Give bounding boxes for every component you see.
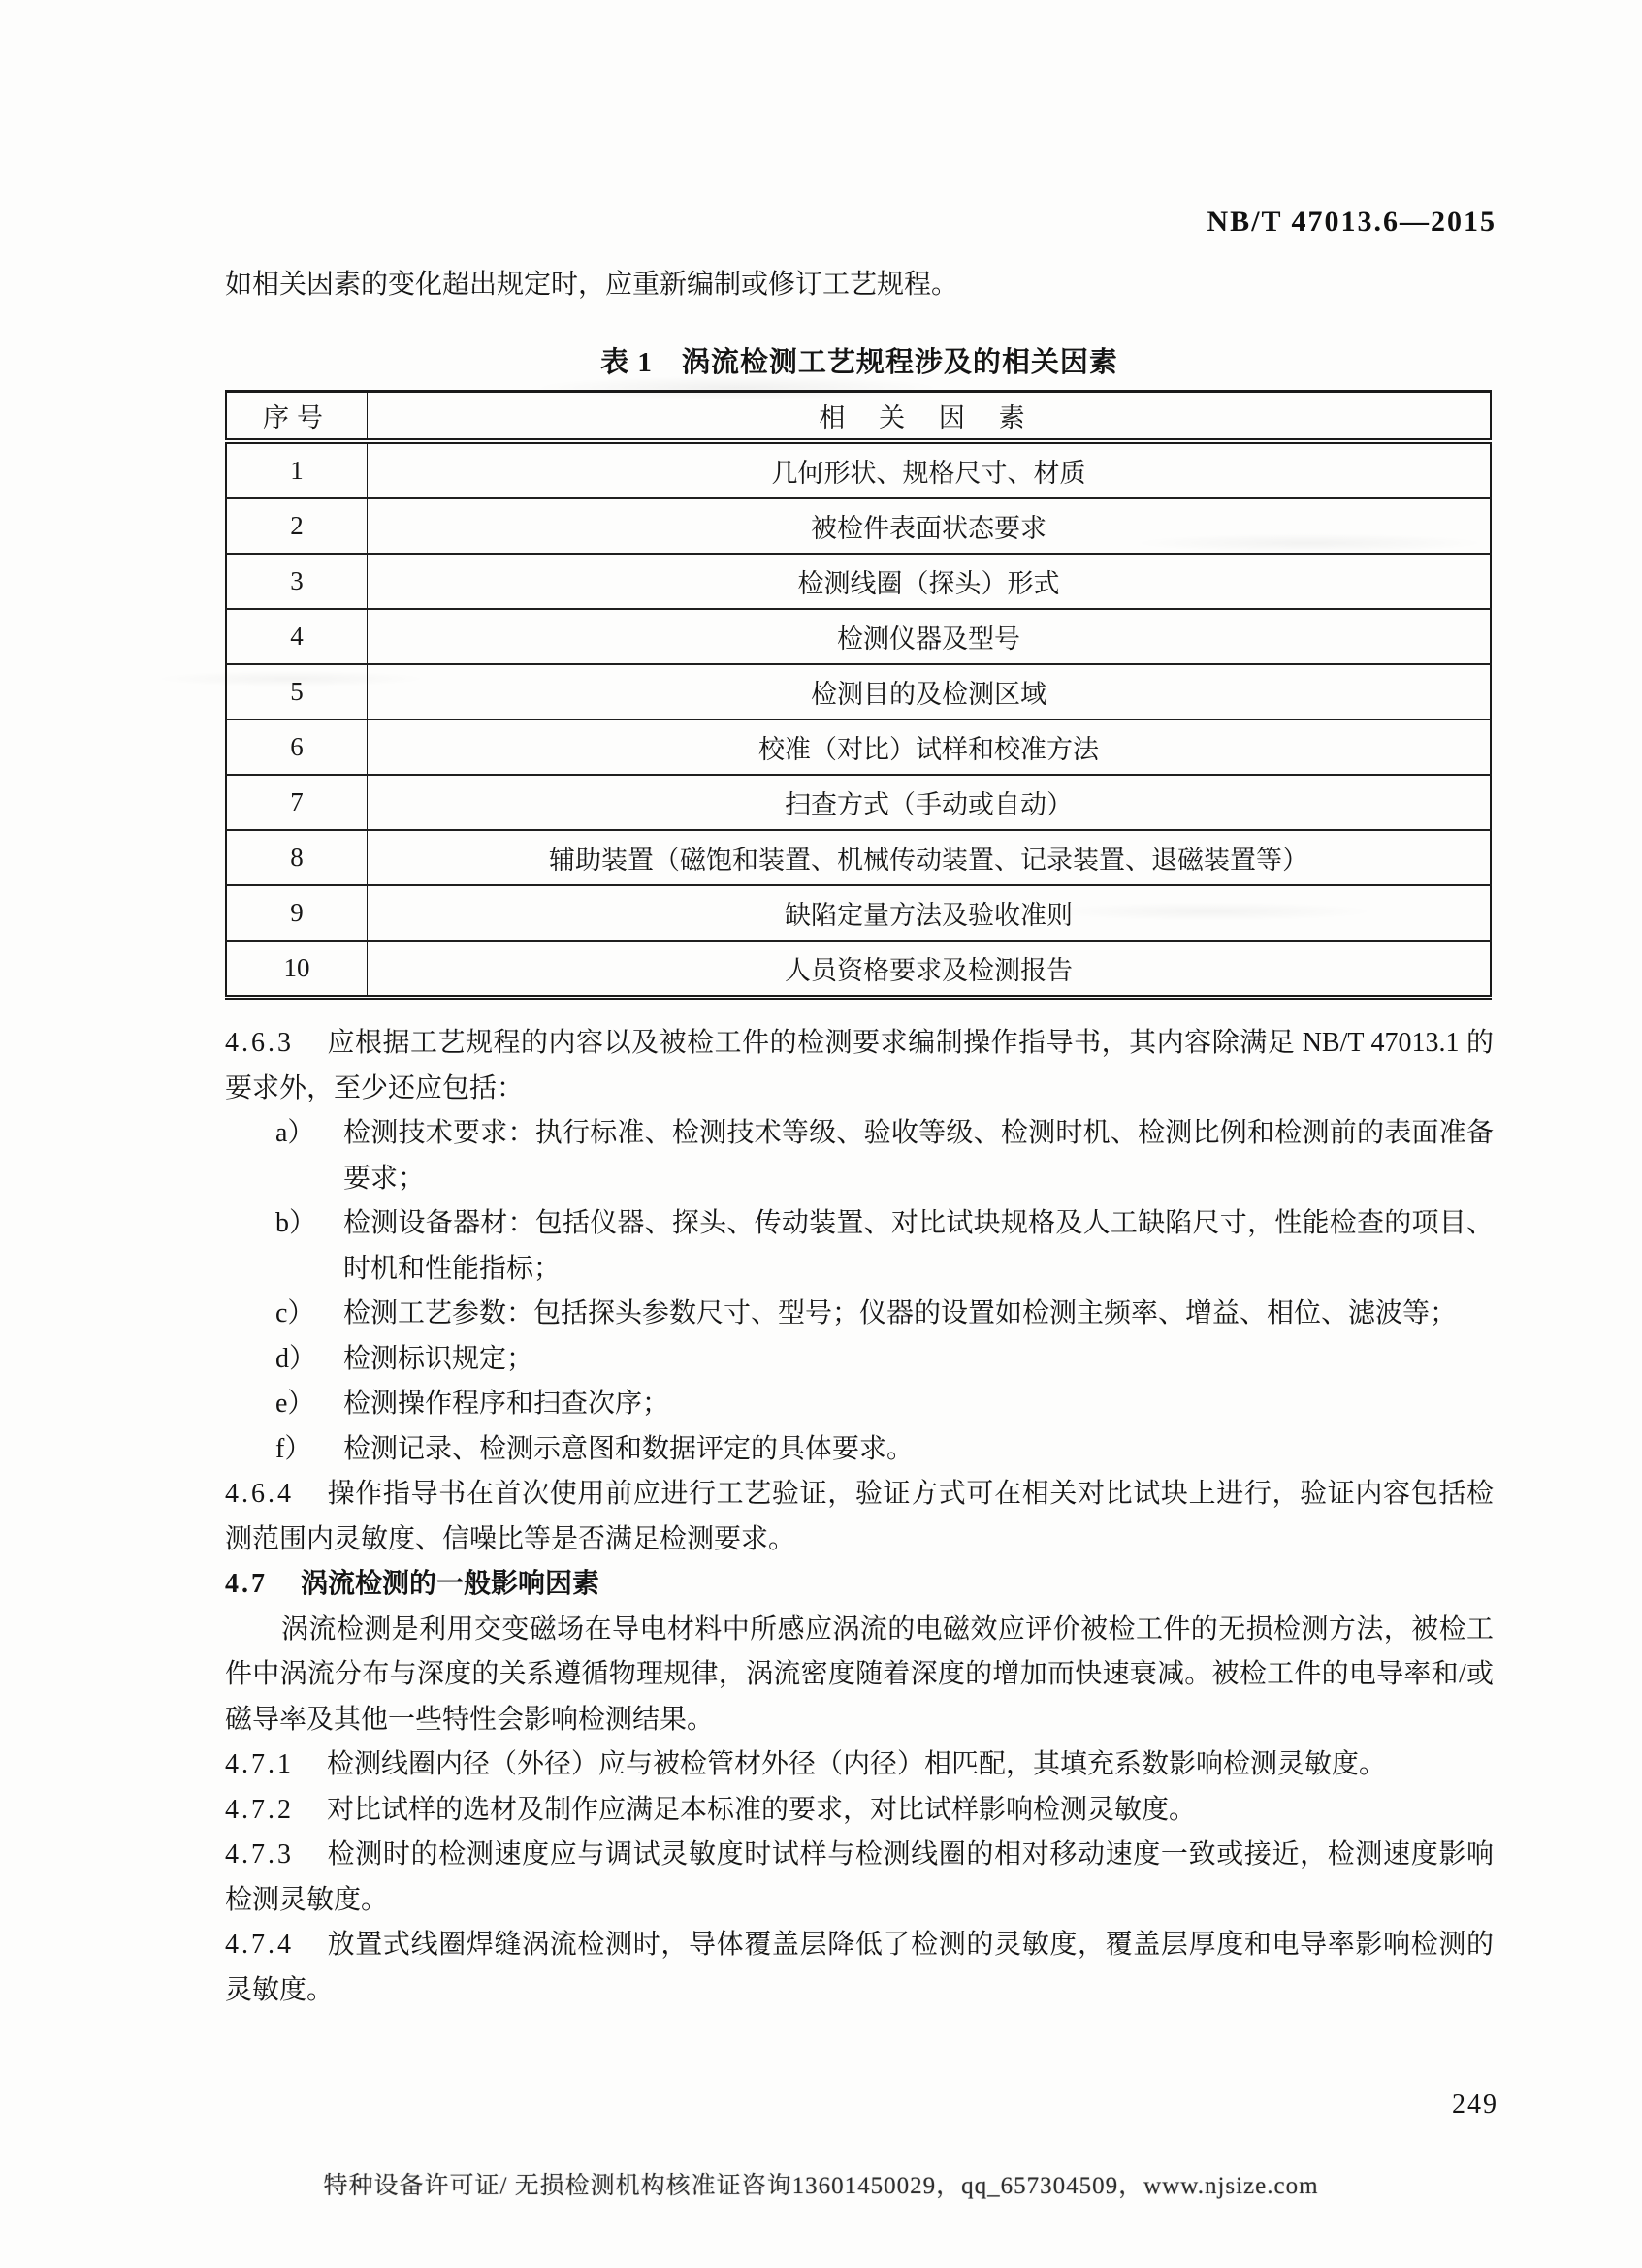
clause-4.7.3 bbox=[225, 1833, 1494, 1923]
factor-cell: 校准（对比）试样和校准方法 bbox=[368, 719, 1492, 775]
page-content bbox=[225, 262, 1494, 2013]
clause-text: 操作指导书在首次使用前应进行工艺验证，验证方式可在相关对比试块上进行，验证内容包括检测范围内灵敏度、信噪比等是否满足检测要求。 bbox=[225, 1479, 1494, 1554]
factor-cell: 人员资格要求及检测报告 bbox=[368, 941, 1492, 998]
list-item-e bbox=[225, 1382, 1494, 1427]
row-index-cell: 3 bbox=[226, 554, 368, 609]
clause-4.7.1 bbox=[225, 1742, 1494, 1788]
factor-cell: 检测线圈（探头）形式 bbox=[368, 554, 1492, 609]
list-item-text: 检测标识规定； bbox=[343, 1343, 534, 1374]
table-header bbox=[226, 392, 1491, 442]
table-header-row bbox=[226, 392, 1491, 442]
factor-cell: 检测仪器及型号 bbox=[368, 609, 1492, 664]
factors-table bbox=[225, 390, 1492, 1000]
table-row bbox=[226, 498, 1491, 554]
clause-4.6.4 bbox=[225, 1472, 1494, 1562]
clause-number: 4.7.3 bbox=[225, 1839, 294, 1869]
clause-text: 放置式线圈焊缝涡流检测时，导体覆盖层降低了检测的灵敏度，覆盖层厚度和电导率影响检测的灵敏度。 bbox=[225, 1930, 1494, 2005]
table-row bbox=[226, 885, 1491, 941]
doc-number: NB/T 47013.6—2015 bbox=[1207, 206, 1497, 238]
body-paragraph bbox=[225, 1608, 1494, 1743]
table-body bbox=[226, 441, 1491, 998]
list-marker: d） bbox=[275, 1343, 317, 1374]
heading-4.7 bbox=[225, 1562, 1494, 1608]
clause-text: 应根据工艺规程的内容以及被检工件的检测要求编制操作指导书，其内容除满足 NB/T 47013.1 的要求外，至少还应包括： bbox=[225, 1028, 1494, 1103]
clauses-section bbox=[225, 1021, 1494, 2013]
row-index-cell: 7 bbox=[226, 775, 368, 830]
table-row bbox=[226, 830, 1491, 885]
list-item-text: 检测技术要求：执行标准、检测技术等级、验收等级、检测时机、检测比例和检测前的表面准备要求； bbox=[343, 1118, 1494, 1194]
factor-cell: 检测目的及检测区域 bbox=[368, 664, 1492, 719]
clause-4.7.4 bbox=[225, 1923, 1494, 2013]
clause-number: 4.7.2 bbox=[225, 1794, 294, 1825]
clause-number: 4.7 bbox=[225, 1569, 268, 1599]
factor-cell: 辅助装置（磁饱和装置、机械传动装置、记录装置、退磁装置等） bbox=[368, 830, 1492, 885]
clause-text: 对比试样的选材及制作应满足本标准的要求，对比试样影响检测灵敏度。 bbox=[327, 1794, 1197, 1825]
table-row bbox=[226, 941, 1491, 998]
row-index-cell: 2 bbox=[226, 498, 368, 554]
clause-number: 4.6.3 bbox=[225, 1028, 294, 1058]
table-row bbox=[226, 775, 1491, 830]
table-row bbox=[226, 609, 1491, 664]
list-item-text: 检测设备器材：包括仪器、探头、传动装置、对比试块规格及人工缺陷尺寸，性能检查的项目、时机和性能指标； bbox=[343, 1208, 1494, 1284]
factor-cell: 扫查方式（手动或自动） bbox=[368, 775, 1492, 830]
clause-text: 检测时的检测速度应与调试灵敏度时试样与检测线圈的相对移动速度一致或接近，检测速度影响检测灵敏度。 bbox=[225, 1839, 1494, 1915]
column-header-factor: 相 关 因 素 bbox=[368, 392, 1492, 442]
list-item-f bbox=[225, 1427, 1494, 1473]
list-item-text: 检测工艺参数：包括探头参数尺寸、型号；仪器的设置如检测主频率、增益、相位、滤波等； bbox=[343, 1298, 1458, 1328]
list-marker: b） bbox=[275, 1208, 317, 1238]
clause-number: 4.6.4 bbox=[225, 1479, 294, 1509]
list-marker: a） bbox=[275, 1118, 315, 1148]
list-item-b bbox=[225, 1201, 1494, 1292]
row-index-cell: 9 bbox=[226, 885, 368, 941]
list-marker: f） bbox=[275, 1433, 312, 1464]
clause-text: 检测线圈内径（外径）应与被检管材外径（内径）相匹配，其填充系数影响检测灵敏度。 bbox=[327, 1749, 1387, 1779]
table-row bbox=[226, 441, 1491, 498]
list-item-text: 检测记录、检测示意图和数据评定的具体要求。 bbox=[343, 1433, 915, 1464]
clause-4.7.2 bbox=[225, 1788, 1494, 1834]
row-index-cell: 5 bbox=[226, 664, 368, 719]
row-index-cell: 6 bbox=[226, 719, 368, 775]
list-item-text: 检测操作程序和扫查次序； bbox=[343, 1389, 670, 1419]
factor-cell: 被检件表面状态要求 bbox=[368, 498, 1492, 554]
list-marker: e） bbox=[275, 1389, 315, 1419]
clause-4.6.3 bbox=[225, 1021, 1494, 1111]
factor-cell: 几何形状、规格尺寸、材质 bbox=[368, 441, 1492, 498]
clause-text: 涡流检测是利用交变磁场在导电材料中所感应涡流的电磁效应评价被检工件的无损检测方法，被检工件中涡流分布与深度的关系遵循物理规律，涡流密度随着深度的增加而快速衰减。被检工件的电导率和/或磁导率及其他一些特性会影响检测结果。 bbox=[225, 1613, 1494, 1735]
clause-text: 涡流检测的一般影响因素 bbox=[301, 1569, 600, 1599]
clause-number: 4.7.1 bbox=[225, 1749, 294, 1779]
list-item-a bbox=[225, 1111, 1494, 1201]
table-row bbox=[226, 719, 1491, 775]
intro-paragraph: 如相关因素的变化超出规定时，应重新编制或修订工艺规程。 bbox=[225, 270, 959, 300]
column-header-index: 序号 bbox=[226, 392, 368, 442]
row-index-cell: 4 bbox=[226, 609, 368, 664]
table-row bbox=[226, 554, 1491, 609]
page-number: 249 bbox=[1452, 2090, 1498, 2120]
factor-cell: 缺陷定量方法及验收准则 bbox=[368, 885, 1492, 941]
table-title: 表 1 涡流检测工艺规程涉及的相关因素 bbox=[600, 347, 1118, 378]
clause-number: 4.7.4 bbox=[225, 1930, 294, 1960]
table-row bbox=[226, 664, 1491, 719]
list-marker: c） bbox=[275, 1298, 315, 1328]
row-index-cell: 1 bbox=[226, 441, 368, 498]
list-item-d bbox=[225, 1337, 1494, 1383]
row-index-cell: 8 bbox=[226, 830, 368, 885]
footer-watermark: 特种设备许可证/ 无损检测机构核准证咨询13601450029，qq_657304509，www.njsize.com bbox=[323, 2173, 1319, 2199]
row-index-cell: 10 bbox=[226, 941, 368, 998]
list-item-c bbox=[225, 1292, 1494, 1337]
